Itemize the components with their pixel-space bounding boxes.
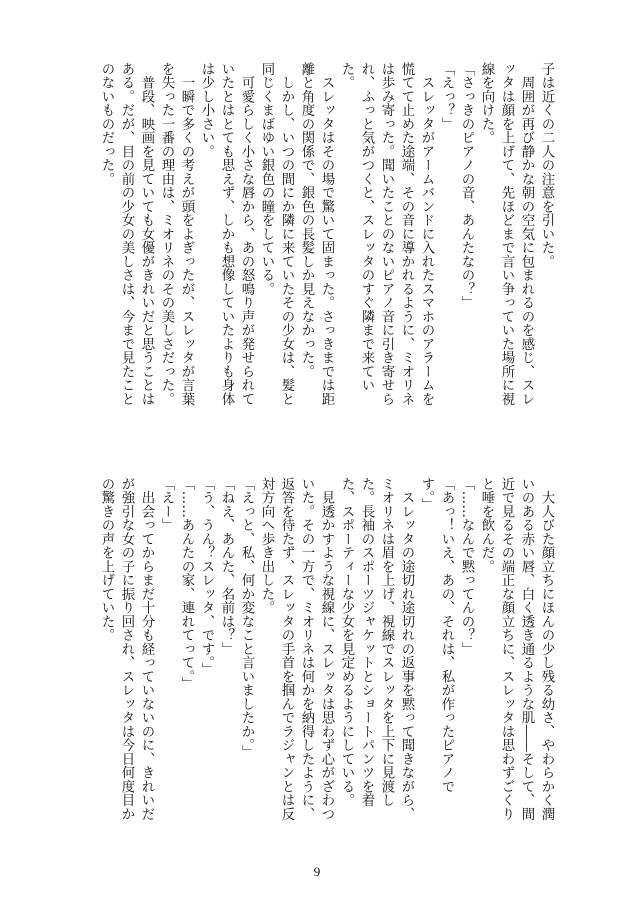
text-line: ある。だが、目の前の少女の美しさは、今まで見たこと: [119, 62, 134, 406]
text-block-lower: [78, 477, 556, 855]
text-line: 「えっと、私、何か変なこと言いましたか。」: [239, 477, 254, 760]
text-line: た、スポーティーな少女を見定めるようにしている。: [339, 477, 354, 807]
text-line: しかし、いつの間にか隣に来ていたその少女は、髪と: [279, 62, 294, 406]
text-line: 返答を待たず、スレッタの手首を掴んでラジャンとは反: [279, 477, 294, 821]
text-line: 「えー」: [159, 477, 174, 532]
text-line: 普段、映画を見ていても女優がきれいだと思うことは: [139, 62, 154, 406]
text-line: 「さっきのピアノの音、あんたなの？」: [459, 62, 474, 310]
text-line: 慌てて止めた途端、その音に導かれるように、ミオリネ: [399, 62, 414, 406]
text-line: 「えっ？」: [439, 62, 454, 131]
text-line: は少し小さい。: [199, 62, 214, 159]
text-line: 見透かすような視線に、スレッタは思わず心がざわつ: [319, 477, 334, 821]
text-block-upper: [78, 62, 556, 440]
text-line: 周囲が再び静かな朝の空気に包まれるのを感じ、スレ: [519, 62, 534, 406]
text-line: と唾を飲んだ。: [479, 477, 494, 574]
text-line: いた。その一方で、ミオリネは何かを納得したように、: [299, 477, 314, 821]
text-line: 大人びた顔立ちにほんの少し残る幼さ、やわらかく潤: [539, 477, 554, 821]
text-line: 「う、うん？スレッタ、です。」: [199, 477, 214, 677]
text-line: 子は近くの二人の注意を引いた。: [539, 62, 554, 269]
text-line: れ、ふっと気がつくと、スレッタのすぐ隣まで来てい: [359, 62, 374, 392]
text-line: が強引な女の子に振り回され、スレッタは今日何度目か: [119, 477, 134, 821]
text-line: 近で見るその端正な顔立ちに、スレッタは思わずごくり: [499, 477, 514, 821]
text-line: いのある赤い唇、白く透き通るような肌――そして、間: [519, 477, 534, 821]
text-line: 一瞬で多くの考えが頭をよぎったが、スレッタが言葉: [179, 62, 194, 406]
text-line: スレッタはその場で驚いて固まった。さっきまでは距: [319, 62, 334, 406]
text-line: いたとはとても思えず、しかも想像していたよりも身体: [219, 62, 234, 406]
text-line: 線を向けた。: [479, 62, 494, 145]
text-line: た。: [339, 62, 354, 90]
text-line: の驚きの声を上げていた。: [99, 477, 114, 642]
text-line: 出会ってからまだ十分も経っていないのに、きれいだ: [139, 477, 154, 821]
text-line: た。長袖のスポーツジャケットとショートパンツを着: [359, 477, 374, 807]
text-line: ッタは顔を上げて、先ほどまで言い争っていた場所に視: [499, 62, 514, 406]
text-line: 同じくまばゆい銀色の瞳をしている。: [259, 62, 274, 296]
text-line: 可愛らしく小さな唇から、あの怒鳴り声が発せられて: [239, 62, 254, 406]
text-line: す。」: [419, 477, 434, 512]
text-line: 「……あんたの家、連れてって。」: [179, 477, 194, 691]
page-number: 9: [313, 864, 321, 879]
text-line: スレッタがアームバンドに入れたスマホのアラームを: [419, 62, 434, 406]
text-line: 「……なんで黙ってんの？」: [459, 477, 474, 656]
text-line: 「あっ！いえ、あの、それは、私が作ったピアノで: [439, 477, 454, 794]
text-line: 「ねえ、あんた、名前は？」: [219, 477, 234, 656]
text-line: のないものだった。: [99, 62, 114, 186]
text-line: は歩み寄った。聞いたことのないピアノ音に引き寄せら: [379, 62, 394, 406]
text-line: ミオリネは眉を上げ、視線でスレッタを上下に見渡し: [379, 477, 394, 807]
text-line: 離と角度の関係で、銀色の長髪しか見えなかった。: [299, 62, 314, 379]
text-line: を失った一番の理由は、ミオリネのその美しさだった。: [159, 62, 174, 406]
text-line: 対方向へ歩き出した。: [259, 477, 274, 615]
text-line: スレッタの途切れ途切れの返事を黙って聞きながら、: [399, 477, 414, 821]
